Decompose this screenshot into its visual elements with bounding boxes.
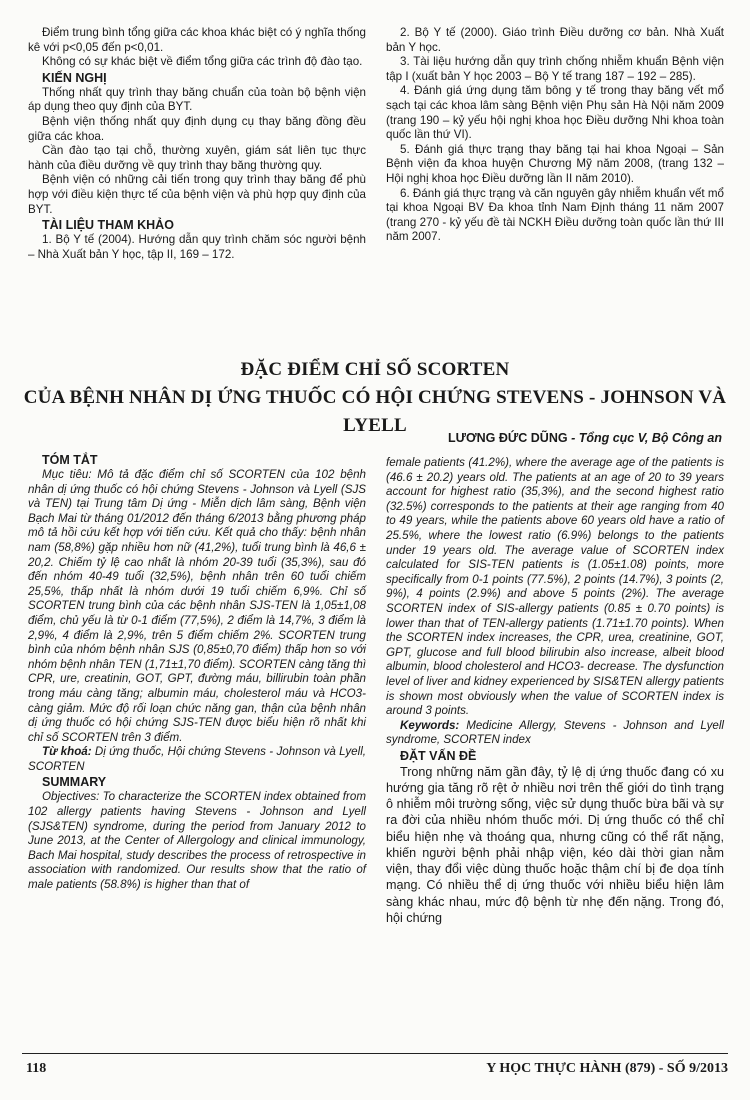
keywords-text: Dị ứng thuốc, Hội chứng Stevens - Johnson và Lyell, SCORTEN <box>28 745 366 773</box>
page-footer <box>22 1053 728 1076</box>
reference-item: 2. Bộ Y tế (2000). Giáo trình Điều dưỡng cơ bản. Nhà Xuất bản Y học. <box>386 26 724 54</box>
summary-english-continued: female patients (41.2%), where the average age of the patients is (46.6 ± 20.2) years old. The patients at an age of 20 to 39 years account for highest ratio (35,3%), and the second highest ratio (32.5%) corresponds to the patients at their age ranging from 40 to 49 years, while the patients above 60 years old have a ratio of 25.5%, where the lowest ratio (6.9%) belongs to the patients under 19 years old. The average value of SCORTEN index calculated for SIS-TEN patients is (1.05±1.08) points, more specifically from 0-1 points (77.5%), 2 points (14.7%), 3 points (2, 9%), 4 points (2.9%) and above 5 points (2%). The average SCORTEN index of SIS-allergy patients (0.85 ± 0.70 points) is lower than that of TEN-allergy patients (1.71±1.70 points). When the SCORTEN index increases, the CPR, urea, creatinine, GOT, GPT, glucose and full blood bilirubin also increase, albeit blood albumin, blood cholesterol and HCO3- decrease. The dysfunction level of liver and kidney experienced by SIS&TEN allergy patients is shown most obviously when the value of SCORTEN index is around 3 points. <box>386 456 724 718</box>
page-number: 118 <box>26 1061 47 1076</box>
recommendation-paragraph: Cần đào tạo tại chỗ, thường xuyên, giám sát liên tục thực hành của điều dưỡng về quy trình thay băng thường quy. <box>28 144 366 172</box>
introduction-paragraph: Trong những năm gần đây, tỷ lệ dị ứng thuốc đang có xu hướng gia tăng rõ rệt ở nhiều nơi trên thế giới do tình trạng ô nhiễm môi trường sống, việc sử dụng thuốc bừa bãi và sự ra đời của nhiều nhóm thuốc mới. Dị ứng thuốc có thể chỉ biểu hiện nhẹ và thoáng qua, nhưng cũng có thể rất nặng, khiến người bệnh phải nhập viện, kéo dài thời gian nằm viện, thay đổi việc dùng thuốc hoặc thậm chí bị đe dọa tính mạng. Có nhiều thể dị ứng thuốc với nhiều biểu hiện lâm sàng khác nhau, mức độ bệnh từ nhẹ đến nặng. Trong đó, hội chứng <box>386 764 724 925</box>
conclusion-paragraph: Điểm trung bình tổng giữa các khoa khác biệt có ý nghĩa thống kê với p<0,05 đến p<0,01. <box>28 26 366 54</box>
bottom-left-column <box>28 452 366 893</box>
article-title-line-1: ĐẶC ĐIỂM CHỈ SỐ SCORTEN <box>240 359 510 380</box>
recommendation-paragraph: Bệnh viện thống nhất quy định dụng cụ thay băng đồng đều giữa các khoa. <box>28 114 366 143</box>
reference-item: 5. Đánh giá thực trạng thay băng tại hai khoa Ngoại – Sản Bệnh viện đa khoa huyện Chương Mỹ năm 2008, (trang 132 – Hội nghị khoa học Điều dưỡng lần II năm 2010). <box>386 142 724 185</box>
reference-item: 6. Đánh giá thực trạng và căn nguyên gây nhiễm khuẩn vết mổ tại khoa Ngoại BV Đa khoa tỉnh Nam Định tháng 11 năm 2007 (trang 270 - kỷ yếu đề tài NCKH Điều dưỡng toàn quốc lần thứ III năm 2007. <box>386 186 724 244</box>
article-title <box>20 356 730 440</box>
section-heading-abstract: TÓM TẮT <box>42 453 98 467</box>
author-name: LƯƠNG ĐỨC DŨNG <box>447 431 568 445</box>
author-affiliation: - Tổng cục V, Bộ Công an <box>571 431 722 445</box>
top-left-column <box>28 26 366 262</box>
keywords-vietnamese <box>28 745 366 774</box>
section-heading-references: TÀI LIỆU THAM KHẢO <box>42 218 174 233</box>
keywords-label: Từ khoá: <box>42 745 92 759</box>
recommendation-paragraph: Bệnh viện có những cải tiến trong quy trình thay băng để phù hợp với điều kiện thực tế của bệnh viện và phù hợp quy định của BYT. <box>28 173 366 216</box>
section-heading-introduction: ĐẶT VẤN ĐỀ <box>400 748 477 763</box>
reference-item: 1. Bộ Y tế (2004). Hướng dẫn quy trình chăm sóc người bệnh – Nhà Xuất bản Y học, tập II, 169 – 172. <box>28 233 366 261</box>
author-line <box>448 431 722 445</box>
section-heading-summary: SUMMARY <box>42 775 107 790</box>
keywords-label: Keywords: <box>400 718 460 732</box>
top-right-column <box>386 26 724 245</box>
conclusion-paragraph: Không có sự khác biệt về điểm tổng giữa các trình độ đào tạo. <box>42 55 363 69</box>
reference-item: 3. Tài liệu hướng dẫn quy trình chống nhiễm khuẩn Bệnh viện tập I (xuất bản Y học 2003 – Bộ Y tế trang 187 – 192 – 285). <box>386 55 724 83</box>
keywords-text: Medicine Allergy, Stevens - Johnson and Lyell syndrome, SCORTEN index <box>386 718 724 747</box>
abstract-vietnamese: Mục tiêu: Mô tả đặc điểm chỉ số SCORTEN của 102 bệnh nhân dị ứng thuốc có hội chứng Stevens - Johnson và Lyell (SJS và TEN) tại Trung tâm Dị ứng - Miễn dịch lâm sàng, Bệnh viện Bạch Mai từ tháng 01/2012 đến tháng 6/2013 bằng phương pháp mô tả hồi cứu kết hợp với tiến cứu. Kết quả cho thấy: bệnh nhân nam (58,8%) gặp nhiều hơn nữ (41,2%), tuổi trung bình là 46,6 ± 20,2. Chiếm tỷ lệ cao nhất là nhóm 20-39 tuổi (35,3%), sau đó đến nhóm 40-49 tuổi (32,5%), bệnh nhân trên 60 tuổi chiếm 25,5%, thấp nhất là nhóm dưới 19 tuổi chiếm 6,9%. Chỉ số SCORTEN trung bình của các bệnh nhân SJS-TEN là 1,05±1,08 điểm, chủ yếu là từ 0-1 điểm (77,5%), 2 điểm là 14,7%, 3 điểm là 2,9%, 4 điểm là 2,9%, trên 5 điểm chiếm 2%. SCORTEN trung bình của nhóm bệnh nhân SJS (0,85±0,70 điểm) thấp hơn so với nhóm bệnh nhân TEN (1,71±1,70 điểm). SCORTEN càng tăng thì CPR, ure, creatinin, GOT, GPT, đường máu, billirubin toàn phần trong máu càng tăng; albumin máu, cholesterol máu và HCO3- càng giảm. Mức độ rối loạn chức năng gan, thận của bệnh nhân dị ứng thuốc có hội chứng SJS-TEN được biểu hiện rõ nhất khi chỉ số SCORTEN trên 3 điểm. <box>28 468 366 744</box>
article-title-line-2: CỦA BỆNH NHÂN DỊ ỨNG THUỐC CÓ HỘI CHỨNG STEVENS - JOHNSON VÀ LYELL <box>23 387 727 436</box>
section-heading-recommendations: KIẾN NGHỊ <box>42 70 107 85</box>
journal-name: Y HỌC THỰC HÀNH (879) - SỐ 9/2013 <box>486 1061 728 1076</box>
summary-english: Objectives: To characterize the SCORTEN index obtained from 102 allergy patients having Stevens - Johnson and Lyell (SJS&TEN) syndrome, during the period from January 2012 to June 2013, at the Center of Allergology and clinical immunology, Bach Mai hospital, study describes the process of retrospective in association with randomized. Our results show that the ratio of male patients (58.8%) is higher than that of <box>28 790 366 892</box>
bottom-right-column <box>386 456 724 926</box>
reference-item: 4. Đánh giá ứng dụng tăm bông y tế trong thay băng vết mổ sạch tại các khoa lâm sàng Bệnh viện Phụ sản Hà Nội năm 2009 (trang 190 – kỷ yếu hội nghị khoa học Điều dưỡng Nhi khoa toàn quốc lần thứ VI). <box>386 84 724 142</box>
recommendation-paragraph: Thống nhất quy trình thay băng chuẩn của toàn bộ bệnh viện áp dụng theo quy định của BYT. <box>28 85 366 114</box>
keywords-english <box>386 719 724 748</box>
